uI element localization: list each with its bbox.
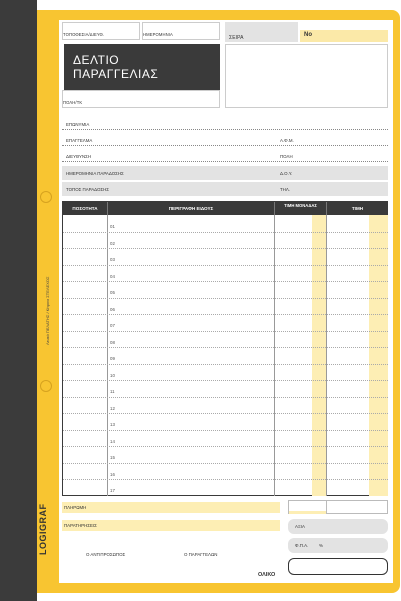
col-header-quantity: ΠΟΣΟΤΗΤΑ <box>63 202 107 215</box>
row-number: 14 <box>110 438 115 444</box>
row-number: 04 <box>110 273 115 279</box>
table-row[interactable] <box>63 347 388 365</box>
row-number: 09 <box>110 356 115 361</box>
title-line-2: ΠΑΡΑΓΓΕΛΙΑΣ <box>73 67 159 81</box>
row-number: 02 <box>110 240 115 246</box>
delivery-place-label: ΤΟΠΟΣ ΠΑΡΑΔΟΣΗΣ <box>66 187 110 192</box>
binding-spine <box>0 0 37 601</box>
table-row[interactable] <box>63 281 388 299</box>
table-row[interactable] <box>63 397 388 415</box>
row-number: 05 <box>110 290 115 295</box>
number-field[interactable] <box>300 30 388 42</box>
address-row[interactable] <box>62 150 388 162</box>
customer-name-row[interactable] <box>62 118 388 130</box>
value-box[interactable] <box>288 519 388 534</box>
value-label: ΑΞΙΑ <box>295 524 305 529</box>
delivery-place-row[interactable] <box>62 182 388 196</box>
row-number: 12 <box>110 405 115 411</box>
date-field[interactable] <box>142 22 220 40</box>
table-row[interactable] <box>63 446 388 464</box>
table-body <box>63 215 388 496</box>
box-divider <box>326 501 327 514</box>
series-field[interactable] <box>225 22 298 42</box>
box-underline <box>289 511 326 514</box>
table-row[interactable] <box>63 463 388 481</box>
items-table <box>62 201 388 496</box>
customer-name-label: ΕΠΩΝΥΜΙΑ <box>66 122 90 127</box>
remarks-label: ΠΑΡΑΤΗΡΗΣΕΙΣ <box>64 523 97 528</box>
delivery-date-label: ΗΜΕΡΟΜΗΝΙΑ ΠΑΡΑΔΟΣΗΣ <box>66 171 124 176</box>
phone-label: ΤΗΛ. <box>280 187 291 192</box>
spine-brand: LOGIGRAF <box>38 503 48 555</box>
table-row[interactable] <box>63 215 388 233</box>
number-label: No <box>304 32 312 38</box>
city-field[interactable] <box>62 90 220 108</box>
vat-box[interactable] <box>288 538 388 553</box>
profession-row[interactable] <box>62 134 388 146</box>
series-label: ΣΕΙΡΑ <box>229 35 244 41</box>
col-header-description: ΠΕΡΙΓΡΑΦΗ ΕΙΔΟΥΣ <box>107 202 274 215</box>
spine-copies-text: Λευκό ΠΕΛΑΤΗΣ / Κίτρινο ΣΤΕΛΕΧΟΣ <box>45 276 50 345</box>
payment-row[interactable] <box>62 502 280 513</box>
table-row[interactable] <box>63 314 388 332</box>
row-number: 07 <box>110 323 115 328</box>
city-row-label: ΠΟΛΗ <box>280 154 293 159</box>
vat-amount-label: Φ.Π.Α. <box>295 543 309 548</box>
table-row[interactable] <box>63 248 388 266</box>
date-label: ΗΜΕΡΟΜΗΝΙΑ <box>143 32 173 37</box>
table-row[interactable] <box>63 430 388 448</box>
row-number: 11 <box>110 389 115 394</box>
table-row[interactable] <box>63 479 388 496</box>
total-label: ΟΛΙΚΟ <box>258 572 276 578</box>
remarks-row[interactable] <box>62 520 280 531</box>
table-row[interactable] <box>63 298 388 316</box>
delivery-date-row[interactable] <box>62 166 388 180</box>
row-number: 01 <box>110 224 115 229</box>
table-row[interactable] <box>63 265 388 283</box>
address-label: ΔΙΕΥΘΥΝΣΗ <box>66 154 92 159</box>
row-number: 13 <box>110 422 115 427</box>
row-number: 03 <box>110 257 115 262</box>
col-header-unit-price: ΤΙΜΗ ΜΟΝΑΔΑΣ <box>274 202 326 215</box>
profession-label: ΕΠΑΓΓΕΛΜΑ <box>66 138 93 143</box>
row-number: 15 <box>110 455 115 460</box>
city-label: ΠΟΛΗ/ΤΚ <box>63 100 83 105</box>
total-box[interactable] <box>288 558 388 575</box>
tax-office-label: Δ.Ο.Υ. <box>280 171 293 176</box>
row-number: 17 <box>110 488 115 493</box>
location-label: ΤΟΠΟΘΕΣΙΑ/ΔΙΕΥΘ. <box>63 32 105 37</box>
title-line-1: ΔΕΛΤΙΟ <box>73 53 120 67</box>
table-row[interactable] <box>63 232 388 250</box>
payment-label: ΠΛΗΡΩΜΗ <box>64 505 87 510</box>
binder-hole <box>40 191 52 203</box>
location-field[interactable] <box>62 22 140 40</box>
table-row[interactable] <box>63 331 388 349</box>
vat-percent-label: % <box>319 543 323 548</box>
table-row[interactable] <box>63 364 388 382</box>
row-number: 16 <box>110 471 115 477</box>
title-block <box>64 44 220 90</box>
row-number: 08 <box>110 339 115 345</box>
vat-label: Α.Φ.Μ. <box>280 138 294 143</box>
table-row[interactable] <box>63 413 388 431</box>
sign-ordered-label: Ο ΠΑΡΑΓΓΕΛΩΝ <box>184 552 218 557</box>
row-number: 06 <box>110 306 115 312</box>
col-header-price: ΤΙΜΗ <box>326 202 388 215</box>
sign-recipient-label: Ο ΑΝΤΙΠΡΟΣΩΠΟΣ <box>86 552 126 557</box>
stamp-box <box>225 44 388 108</box>
table-row[interactable] <box>63 380 388 398</box>
payment-subtotal-box[interactable] <box>288 500 388 514</box>
row-number: 10 <box>110 372 115 378</box>
binder-hole <box>40 380 52 392</box>
